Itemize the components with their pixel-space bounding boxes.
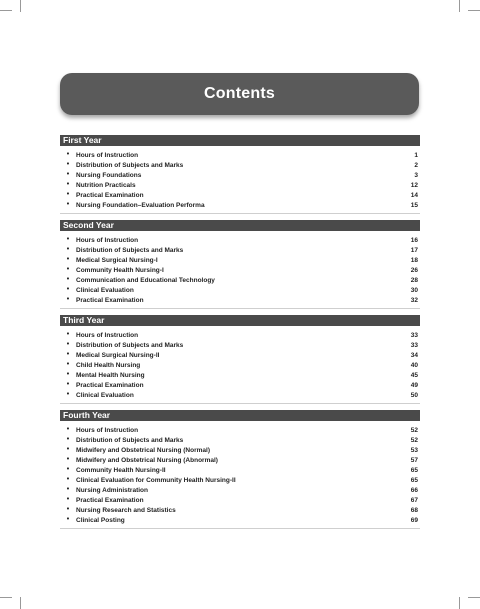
- bullet-icon: •: [66, 456, 70, 463]
- entry-label: Clinical Posting: [76, 516, 125, 524]
- toc-entry[interactable]: [60, 495, 420, 505]
- bullet-icon: •: [66, 426, 70, 433]
- entry-label: Distribution of Subjects and Marks: [76, 436, 184, 444]
- bullet-icon: •: [66, 331, 70, 338]
- toc-entry[interactable]: [60, 160, 420, 170]
- entry-label: Medical Surgical Nursing-I: [76, 256, 158, 264]
- bullet-icon: •: [66, 496, 70, 503]
- entry-page-number: 67: [410, 496, 418, 504]
- bullet-icon: •: [66, 171, 70, 178]
- toc-entry[interactable]: [60, 445, 420, 455]
- bullet-icon: •: [66, 246, 70, 253]
- entry-label: Distribution of Subjects and Marks: [76, 341, 184, 349]
- entry-page-number: 28: [410, 276, 418, 284]
- bullet-icon: •: [66, 381, 70, 388]
- entry-page-number: 65: [410, 466, 418, 474]
- entry-label: Nursing Research and Statistics: [76, 506, 176, 514]
- entry-label: Hours of Instruction: [76, 331, 139, 339]
- entry-page-number: 33: [410, 331, 418, 339]
- crop-mark-bottom-left-h: [0, 597, 12, 598]
- toc-entry[interactable]: [60, 285, 420, 295]
- crop-mark-top-left-h: [0, 10, 12, 11]
- toc-entry[interactable]: [60, 150, 420, 160]
- entry-page-number: 52: [410, 436, 418, 444]
- entry-label: Clinical Evaluation: [76, 391, 134, 399]
- entry-page-number: 1: [414, 151, 418, 159]
- entry-label: Clinical Evaluation: [76, 286, 134, 294]
- bullet-icon: •: [66, 201, 70, 208]
- bullet-icon: •: [66, 371, 70, 378]
- entry-label: Practical Examination: [76, 296, 144, 304]
- entry-page-number: 34: [410, 351, 418, 359]
- entry-page-number: 52: [410, 426, 418, 434]
- crop-mark-top-right-h: [468, 10, 480, 11]
- toc-entry[interactable]: [60, 245, 420, 255]
- toc-entry[interactable]: [60, 485, 420, 495]
- toc-entry[interactable]: [60, 515, 420, 525]
- toc-entry[interactable]: [60, 255, 420, 265]
- bullet-icon: •: [66, 276, 70, 283]
- section-heading: First Year: [60, 135, 420, 146]
- entry-page-number: 53: [410, 446, 418, 454]
- toc-entry[interactable]: [60, 265, 420, 275]
- entry-page-number: 12: [410, 181, 418, 189]
- entry-page-number: 16: [410, 236, 418, 244]
- bullet-icon: •: [66, 486, 70, 493]
- toc-entry[interactable]: [60, 295, 420, 305]
- entry-page-number: 17: [410, 246, 418, 254]
- entry-page-number: 30: [410, 286, 418, 294]
- entry-page-number: 32: [410, 296, 418, 304]
- bullet-icon: •: [66, 506, 70, 513]
- bullet-icon: •: [66, 391, 70, 398]
- toc-entry[interactable]: [60, 390, 420, 400]
- toc-section: [60, 315, 420, 404]
- entry-page-number: 14: [410, 191, 418, 199]
- bullet-icon: •: [66, 256, 70, 263]
- toc-entry[interactable]: [60, 380, 420, 390]
- bullet-icon: •: [66, 466, 70, 473]
- bullet-icon: •: [66, 516, 70, 523]
- toc-section: [60, 220, 420, 309]
- entry-label: Nutrition Practicals: [76, 181, 136, 189]
- entry-label: Practical Examination: [76, 496, 144, 504]
- toc-entry[interactable]: [60, 275, 420, 285]
- section-divider: [60, 528, 420, 529]
- entry-page-number: 65: [410, 476, 418, 484]
- entry-label: Distribution of Subjects and Marks: [76, 246, 184, 254]
- bullet-icon: •: [66, 151, 70, 158]
- entry-page-number: 40: [410, 361, 418, 369]
- entry-page-number: 49: [410, 381, 418, 389]
- crop-mark-bottom-right-h: [468, 597, 480, 598]
- entry-label: Hours of Instruction: [76, 426, 139, 434]
- entry-page-number: 50: [410, 391, 418, 399]
- section-heading: Fourth Year: [60, 410, 420, 421]
- toc-entry[interactable]: [60, 190, 420, 200]
- entry-page-number: 3: [414, 171, 418, 179]
- bullet-icon: •: [66, 181, 70, 188]
- toc-section: [60, 135, 420, 214]
- bullet-icon: •: [66, 296, 70, 303]
- entry-label: Communication and Educational Technology: [76, 276, 215, 284]
- bullet-icon: •: [66, 476, 70, 483]
- entry-page-number: 15: [410, 201, 418, 209]
- entry-label: Hours of Instruction: [76, 236, 139, 244]
- entry-label: Child Health Nursing: [76, 361, 141, 369]
- bullet-icon: •: [66, 341, 70, 348]
- bullet-icon: •: [66, 361, 70, 368]
- section-heading: Second Year: [60, 220, 420, 231]
- entry-label: Nursing Foundation–Evaluation Performa: [76, 201, 205, 209]
- entry-label: Community Health Nursing-I: [76, 266, 164, 274]
- entry-label: Practical Examination: [76, 381, 144, 389]
- entry-label: Clinical Evaluation for Community Health Nursing-II: [76, 476, 236, 484]
- toc-entry[interactable]: [60, 465, 420, 475]
- bullet-icon: •: [66, 191, 70, 198]
- contents-title-banner: [60, 73, 419, 115]
- toc-entry[interactable]: [60, 455, 420, 465]
- entry-label: Hours of Instruction: [76, 151, 139, 159]
- entry-page-number: 18: [410, 256, 418, 264]
- entry-label: Practical Examination: [76, 191, 144, 199]
- entry-page-number: 26: [410, 266, 418, 274]
- toc-entry[interactable]: [60, 475, 420, 485]
- toc-entry[interactable]: [60, 170, 420, 180]
- toc-entry[interactable]: [60, 180, 420, 190]
- section-divider: [60, 213, 420, 214]
- entry-page-number: 45: [410, 371, 418, 379]
- crop-mark-top-right-v: [459, 0, 460, 12]
- toc-entry[interactable]: [60, 370, 420, 380]
- toc-entry[interactable]: [60, 435, 420, 445]
- bullet-icon: •: [66, 351, 70, 358]
- toc-entry[interactable]: [60, 350, 420, 360]
- section-divider: [60, 308, 420, 309]
- entry-label: Mental Health Nursing: [76, 371, 145, 379]
- section-heading: Third Year: [60, 315, 420, 326]
- bullet-icon: •: [66, 236, 70, 243]
- entry-label: Distribution of Subjects and Marks: [76, 161, 184, 169]
- toc-entry[interactable]: [60, 235, 420, 245]
- entry-label: Midwifery and Obstetrical Nursing (Abnormal): [76, 456, 218, 464]
- toc-entry[interactable]: [60, 340, 420, 350]
- toc-entry[interactable]: [60, 505, 420, 515]
- entry-label: Nursing Foundations: [76, 171, 142, 179]
- toc-entry[interactable]: [60, 425, 420, 435]
- crop-mark-bottom-right-v: [459, 597, 460, 609]
- entry-page-number: 2: [414, 161, 418, 169]
- bullet-icon: •: [66, 161, 70, 168]
- bullet-icon: •: [66, 286, 70, 293]
- entry-label: Community Health Nursing-II: [76, 466, 166, 474]
- toc-entry[interactable]: [60, 200, 420, 210]
- entry-page-number: 66: [410, 486, 418, 494]
- bullet-icon: •: [66, 436, 70, 443]
- bullet-icon: •: [66, 266, 70, 273]
- entry-page-number: 69: [410, 516, 418, 524]
- section-divider: [60, 403, 420, 404]
- toc-entry[interactable]: [60, 330, 420, 340]
- crop-mark-bottom-left-v: [20, 597, 21, 609]
- toc-entry[interactable]: [60, 360, 420, 370]
- bullet-icon: •: [66, 446, 70, 453]
- entry-page-number: 57: [410, 456, 418, 464]
- page-title: Contents: [204, 85, 275, 102]
- entry-label: Medical Surgical Nursing-II: [76, 351, 160, 359]
- toc-section: [60, 410, 420, 529]
- entry-page-number: 68: [410, 506, 418, 514]
- entry-page-number: 33: [410, 341, 418, 349]
- table-of-contents: [60, 135, 420, 535]
- crop-mark-top-left-v: [20, 0, 21, 12]
- entry-label: Nursing Administration: [76, 486, 148, 494]
- entry-label: Midwifery and Obstetrical Nursing (Normal): [76, 446, 210, 454]
